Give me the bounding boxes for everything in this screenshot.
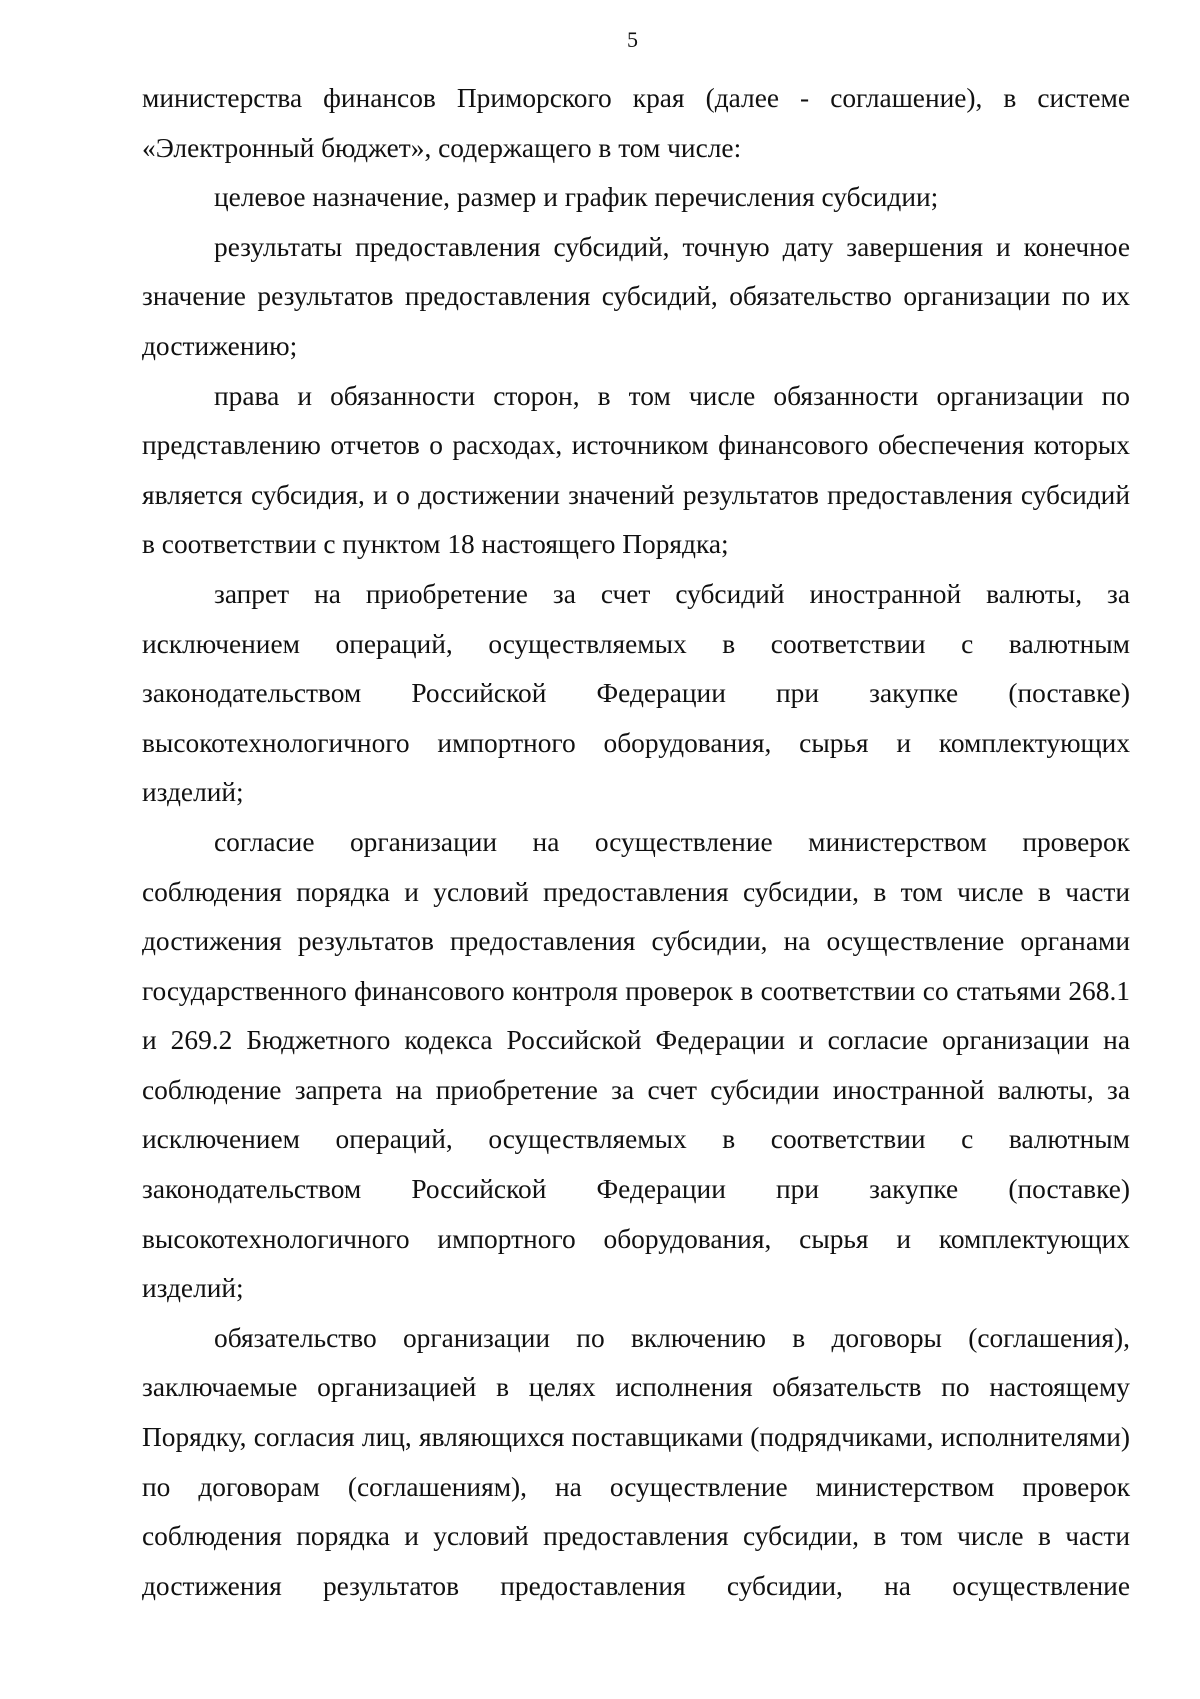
document-body bbox=[142, 74, 1130, 1611]
paragraph-6: согласие организации на осуществление министерством проверок соблюдения порядка и условий предоставления субсидии, в том числе в части достижения результатов предоставления субсидии, на осуществление органами государственного финансового контроля проверок в соответствии со статьями 268.1 и 269.2 Бюджетного кодекса Российской Федерации и согласие организации на соблюдение запрета на приобретение за счет субсидии иностранной валюты, за исключением операций, осуществляемых в соответствии с валютным законодательством Российской Федерации при закупке (поставке) высокотехнологичного импортного оборудования, сырья и комплектующих изделий; bbox=[142, 826, 1130, 1304]
paragraph-1: министерства финансов Приморского края (далее - соглашение), в системе «Электронный бюджет», содержащего в том числе: bbox=[142, 83, 1130, 163]
paragraph-4: права и обязанности сторон, в том числе обязанности организации по представлению отчетов о расходах, источником финансового обеспечения которых является субсидия, и о достижении значений результатов предоставления субсидий в соответствии с пунктом 18 настоящего Порядка; bbox=[142, 380, 1130, 560]
paragraph-7-last-line-justified: обязательство организации по включению в договоры (соглашения), заключаемые организацией в целях исполнения обязательств по настоящему Порядку, согласия лиц, являющихся поставщиками (подрядчиками, исполнителями) по договорам (соглашениям), на осуществление министерством проверок соблюдения порядка и условий предоставления субсидии, в том числе в части достижения результатов предоставления субсидии, на осуществление bbox=[142, 1322, 1130, 1601]
paragraph-2: целевое назначение, размер и график перечисления субсидии; bbox=[214, 182, 939, 213]
page-number: 5 bbox=[627, 27, 638, 52]
paragraph-3: результаты предоставления субсидий, точную дату завершения и конечное значение результатов предоставления субсидий, обязательство организации по их достижению; bbox=[142, 231, 1130, 361]
paragraph-5: запрет на приобретение за счет субсидий иностранной валюты, за исключением операций, осуществляемых в соответствии с валютным законодательством Российской Федерации при закупке (поставке) высокотехнологичного импортного оборудования, сырья и комплектующих изделий; bbox=[142, 578, 1130, 808]
